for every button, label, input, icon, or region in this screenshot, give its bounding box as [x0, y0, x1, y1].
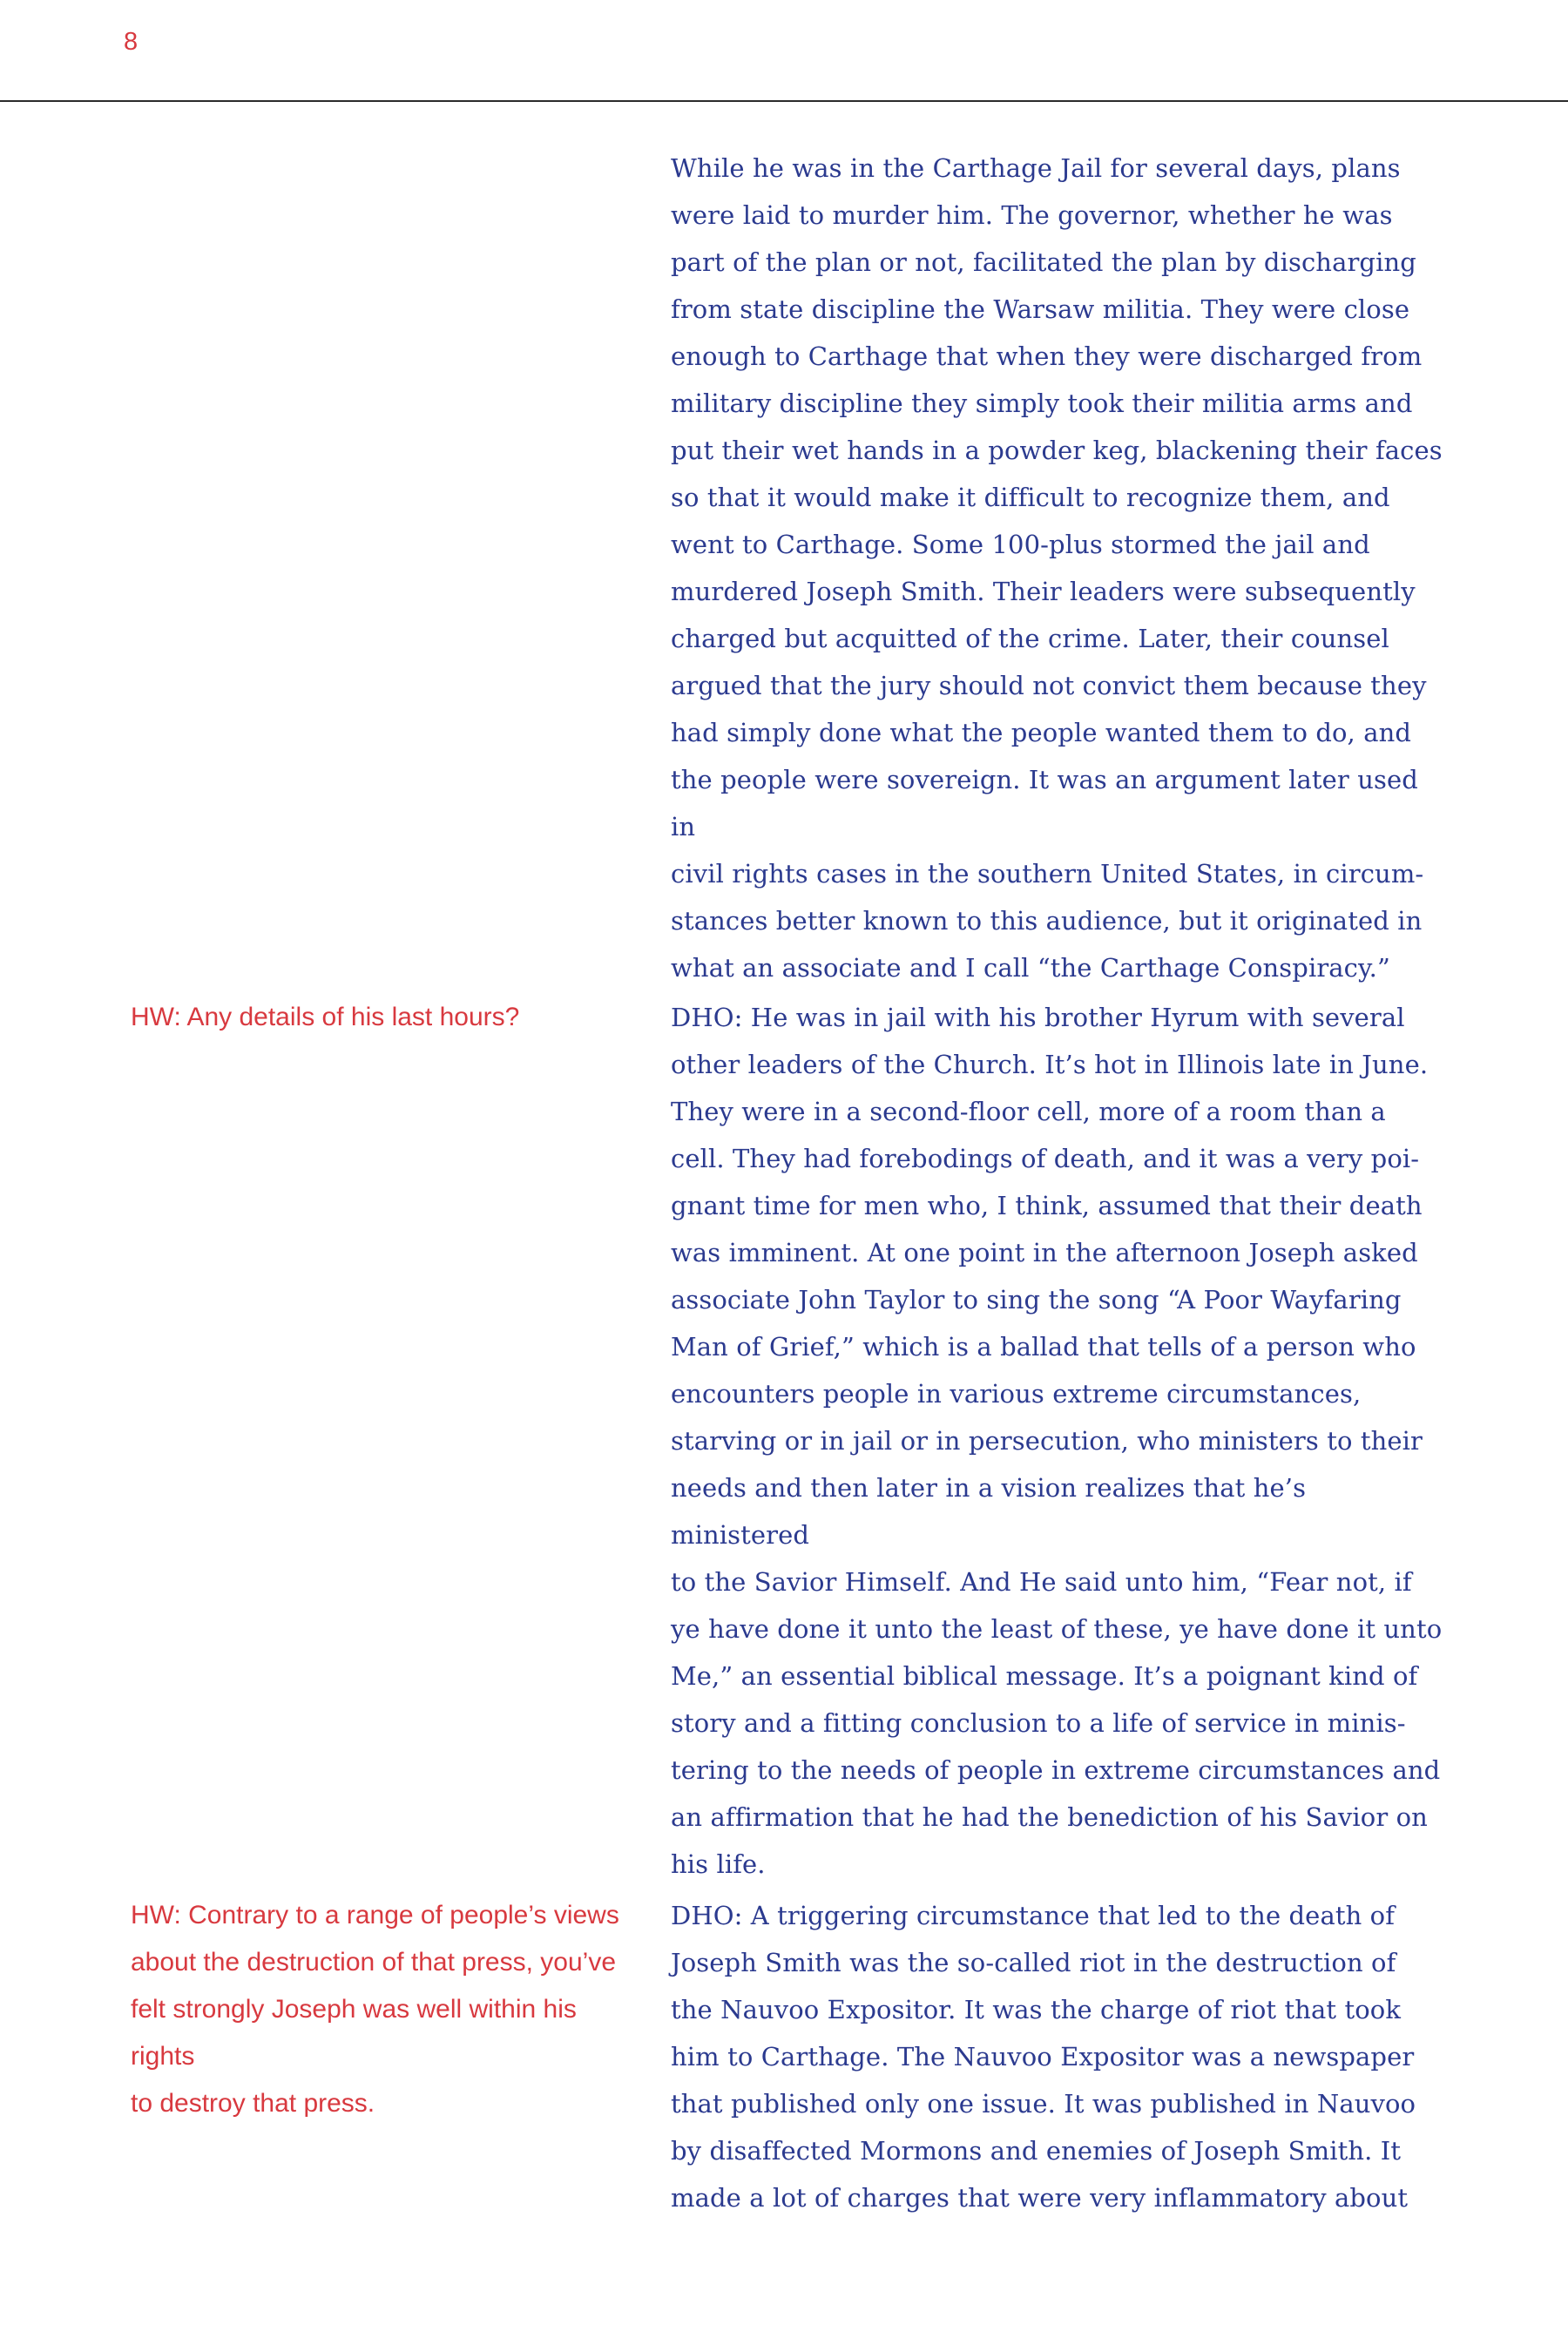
header-rule: [0, 100, 1568, 102]
text-line: to the Savior Himself. And He said unto him, “Fear not, if: [671, 1567, 1412, 1597]
answer-text: [671, 994, 1446, 1888]
text-line: Man of Grief,” which is a ballad that tells of a person who: [671, 1332, 1416, 1362]
question-text: [131, 994, 627, 1041]
text-line: civil rights cases in the southern United States, in circum-: [671, 859, 1424, 889]
text-line: had simply done what the people wanted them to do, and: [671, 718, 1412, 747]
text-line: HW: Contrary to a range of people’s views: [131, 1901, 619, 1930]
text-line: gnant time for men who, I think, assumed that their death: [671, 1191, 1423, 1220]
text-line: him to Carthage. The Nauvoo Expositor was a newspaper: [671, 2042, 1415, 2072]
text-line: associate John Taylor to sing the song “A Poor Wayfaring: [671, 1285, 1402, 1315]
text-line: that published only one issue. It was published in Nauvoo: [671, 2089, 1416, 2119]
text-line: felt strongly Joseph was well within his rights: [131, 1995, 577, 2071]
text-line: military discipline they simply took their militia arms and: [671, 389, 1413, 418]
text-line: ye have done it unto the least of these, ye have done it unto: [671, 1614, 1443, 1644]
text-line: argued that the jury should not convict them because they: [671, 671, 1427, 700]
text-line: were laid to murder him. The governor, whether he was: [671, 200, 1393, 230]
text-line: enough to Carthage that when they were discharged from: [671, 341, 1423, 371]
text-line: by disaffected Mormons and enemies of Joseph Smith. It: [671, 2136, 1402, 2166]
text-line: cell. They had forebodings of death, and it was a very poi-: [671, 1144, 1420, 1173]
text-line: so that it would make it difficult to recognize them, and: [671, 483, 1390, 512]
text-line: part of the plan or not, facilitated the plan by discharging: [671, 247, 1416, 277]
text-line: stances better known to this audience, but it originated in: [671, 906, 1423, 936]
text-line: was imminent. At one point in the afternoon Joseph asked: [671, 1238, 1418, 1267]
answer-text: [671, 1892, 1446, 2221]
text-line: about the destruction of that press, you’ve: [131, 1948, 617, 1977]
text-line: needs and then later in a vision realizes that he’s ministered: [671, 1473, 1307, 1550]
text-line: HW: Any details of his last hours?: [131, 1003, 520, 1031]
text-line: encounters people in various extreme circumstances,: [671, 1379, 1362, 1409]
text-line: went to Carthage. Some 100-plus stormed the jail and: [671, 530, 1370, 559]
text-line: to destroy that press.: [131, 2089, 375, 2118]
text-line: made a lot of charges that were very inflammatory about: [671, 2183, 1409, 2213]
question-text: [131, 1892, 627, 2127]
text-line: starving or in jail or in persecution, who ministers to their: [671, 1426, 1423, 1456]
page-number: 8: [124, 28, 139, 56]
text-line: from state discipline the Warsaw militia. They were close: [671, 294, 1410, 324]
answer-text: [671, 145, 1446, 991]
text-line: the people were sovereign. It was an argument later used in: [671, 765, 1418, 841]
text-line: DHO: A triggering circumstance that led to the death of: [671, 1901, 1396, 1930]
text-line: an affirmation that he had the benediction of his Savior on: [671, 1802, 1428, 1832]
text-line: They were in a second-floor cell, more of a room than a: [671, 1097, 1386, 1126]
text-line: murdered Joseph Smith. Their leaders were subsequently: [671, 577, 1416, 606]
text-line: the Nauvoo Expositor. It was the charge of riot that took: [671, 1995, 1401, 2024]
text-line: put their wet hands in a powder keg, blackening their faces: [671, 436, 1443, 465]
text-line: his life.: [671, 1849, 766, 1879]
text-line: DHO: He was in jail with his brother Hyrum with several: [671, 1003, 1405, 1032]
text-line: While he was in the Carthage Jail for several days, plans: [671, 153, 1401, 183]
text-line: charged but acquitted of the crime. Later, their counsel: [671, 624, 1389, 653]
text-line: Me,” an essential biblical message. It’s a poignant kind of: [671, 1661, 1418, 1691]
text-line: story and a fitting conclusion to a life of service in minis-: [671, 1708, 1406, 1738]
text-line: other leaders of the Church. It’s hot in Illinois late in June.: [671, 1050, 1429, 1079]
text-line: Joseph Smith was the so-called riot in the destruction of: [671, 1948, 1396, 1977]
text-line: tering to the needs of people in extreme circumstances and: [671, 1755, 1441, 1785]
text-line: what an associate and I call “the Carthage Conspiracy.”: [671, 953, 1390, 983]
